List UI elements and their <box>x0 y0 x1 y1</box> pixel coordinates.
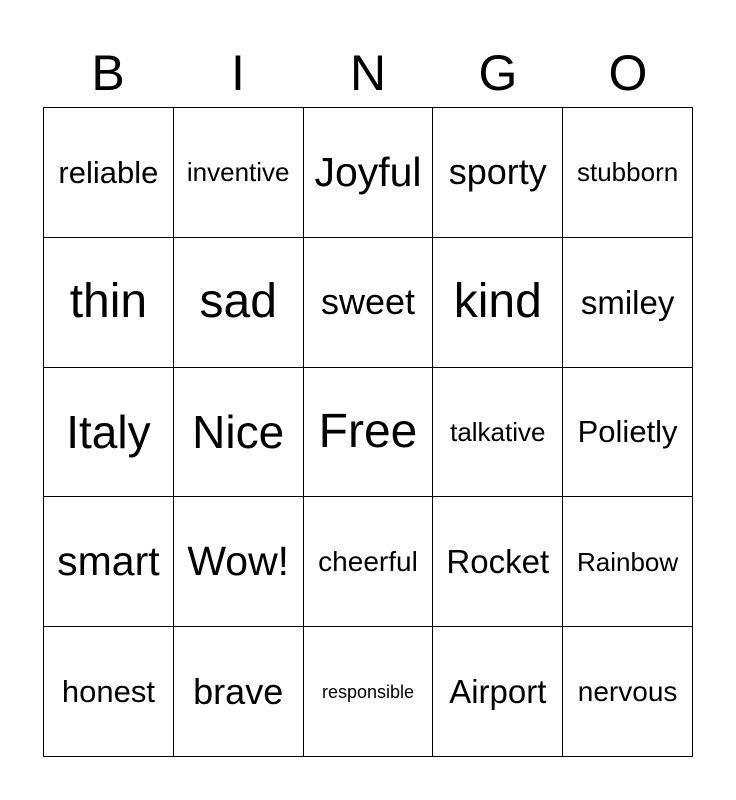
bingo-cell[interactable]: kind <box>433 238 563 368</box>
header-letter-i: I <box>231 45 245 101</box>
bingo-cell[interactable]: inventive <box>174 108 304 238</box>
header-letter-g: G <box>478 45 518 101</box>
bingo-cell[interactable]: Wow! <box>174 497 304 627</box>
bingo-cell[interactable]: Polietly <box>563 368 693 498</box>
bingo-cell[interactable]: sad <box>174 238 304 368</box>
bingo-cell[interactable]: honest <box>44 627 174 757</box>
bingo-cell[interactable]: nervous <box>563 627 693 757</box>
bingo-cell[interactable]: smart <box>44 497 174 627</box>
header-letter-b: B <box>91 45 125 101</box>
bingo-cell[interactable]: reliable <box>44 108 174 238</box>
header-letter-n: N <box>349 45 387 101</box>
bingo-cell[interactable]: Italy <box>44 368 174 498</box>
bingo-cell[interactable]: Airport <box>433 627 563 757</box>
bingo-cell[interactable]: stubborn <box>563 108 693 238</box>
bingo-cell[interactable]: brave <box>174 627 304 757</box>
bingo-cell[interactable]: responsible <box>304 627 434 757</box>
bingo-cell[interactable]: sweet <box>304 238 434 368</box>
bingo-cell[interactable]: sporty <box>433 108 563 238</box>
header-letter-o: O <box>608 45 648 101</box>
bingo-cell[interactable]: talkative <box>433 368 563 498</box>
bingo-cell[interactable]: Joyful <box>304 108 434 238</box>
bingo-cell[interactable]: Free <box>304 368 434 498</box>
bingo-header <box>43 42 693 104</box>
bingo-cell[interactable]: thin <box>44 238 174 368</box>
bingo-cell[interactable]: smiley <box>563 238 693 368</box>
bingo-cell[interactable]: cheerful <box>304 497 434 627</box>
bingo-cell[interactable]: Nice <box>174 368 304 498</box>
bingo-cell[interactable]: Rocket <box>433 497 563 627</box>
bingo-cell[interactable]: Rainbow <box>563 497 693 627</box>
bingo-card-grid <box>43 107 693 757</box>
